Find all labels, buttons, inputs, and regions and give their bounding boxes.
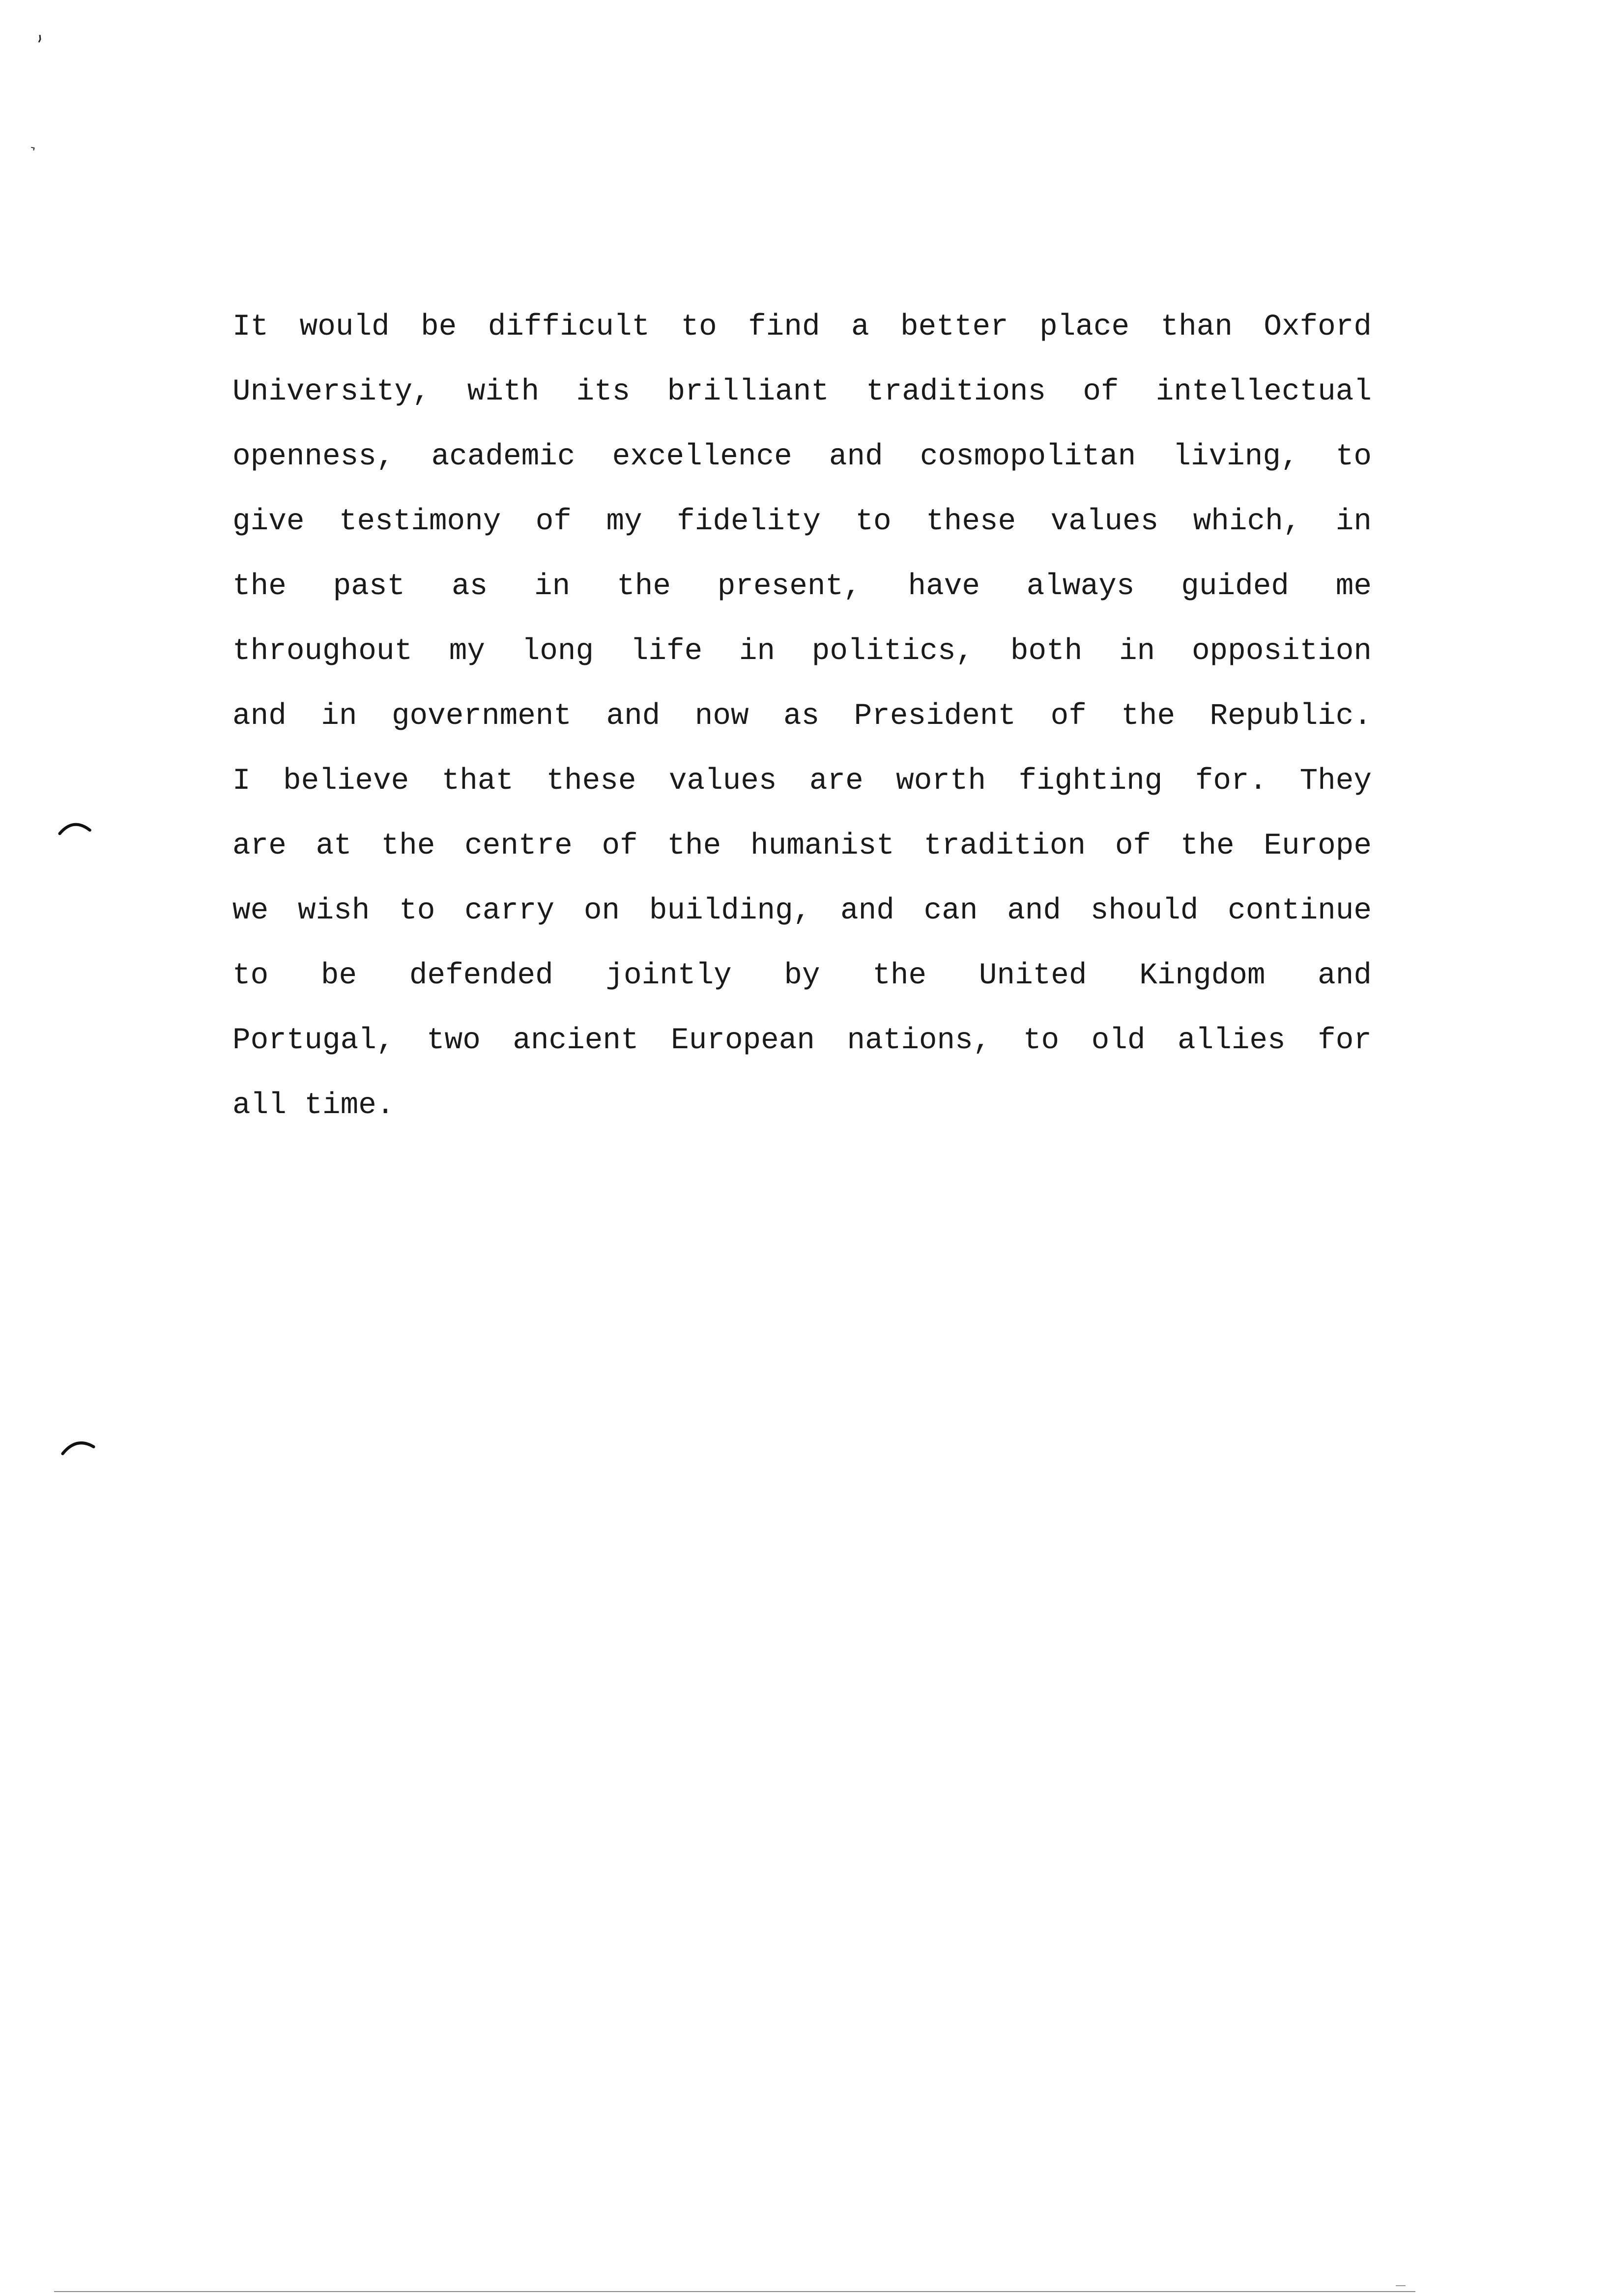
scan-mark-top-second	[30, 144, 35, 153]
punch-hole-lower-icon	[61, 1437, 95, 1457]
text-line: and in government and now as President of the Republic.	[232, 699, 1372, 733]
text-line: It would be difficult to find a better place than Oxford	[232, 310, 1372, 344]
text-line: we wish to carry on building, and can and should continue	[232, 894, 1372, 928]
text-line: openness, academic excellence and cosmopolitan living, to	[232, 440, 1372, 474]
scan-edge-mark	[1396, 2285, 1406, 2286]
punch-hole-upper-icon	[58, 818, 92, 837]
scan-mark-top	[37, 34, 42, 43]
text-line: I believe that these values are worth fighting for. They	[232, 764, 1372, 798]
text-line: to be defended jointly by the United Kingdom and	[232, 959, 1372, 993]
text-line: University, with its brilliant traditions of intellectual	[232, 375, 1372, 409]
text-line: throughout my long life in politics, both in opposition	[232, 634, 1372, 668]
text-line: give testimony of my fidelity to these values which, in	[232, 505, 1372, 539]
text-line: are at the centre of the humanist tradition of the Europe	[232, 829, 1372, 863]
scan-edge-line	[54, 2291, 1415, 2292]
text-line: Portugal, two ancient European nations, to old allies for	[232, 1024, 1372, 1058]
text-line: the past as in the present, have always guided me	[232, 570, 1372, 603]
body-paragraph	[232, 295, 1372, 1138]
text-line: all time.	[232, 1089, 395, 1122]
